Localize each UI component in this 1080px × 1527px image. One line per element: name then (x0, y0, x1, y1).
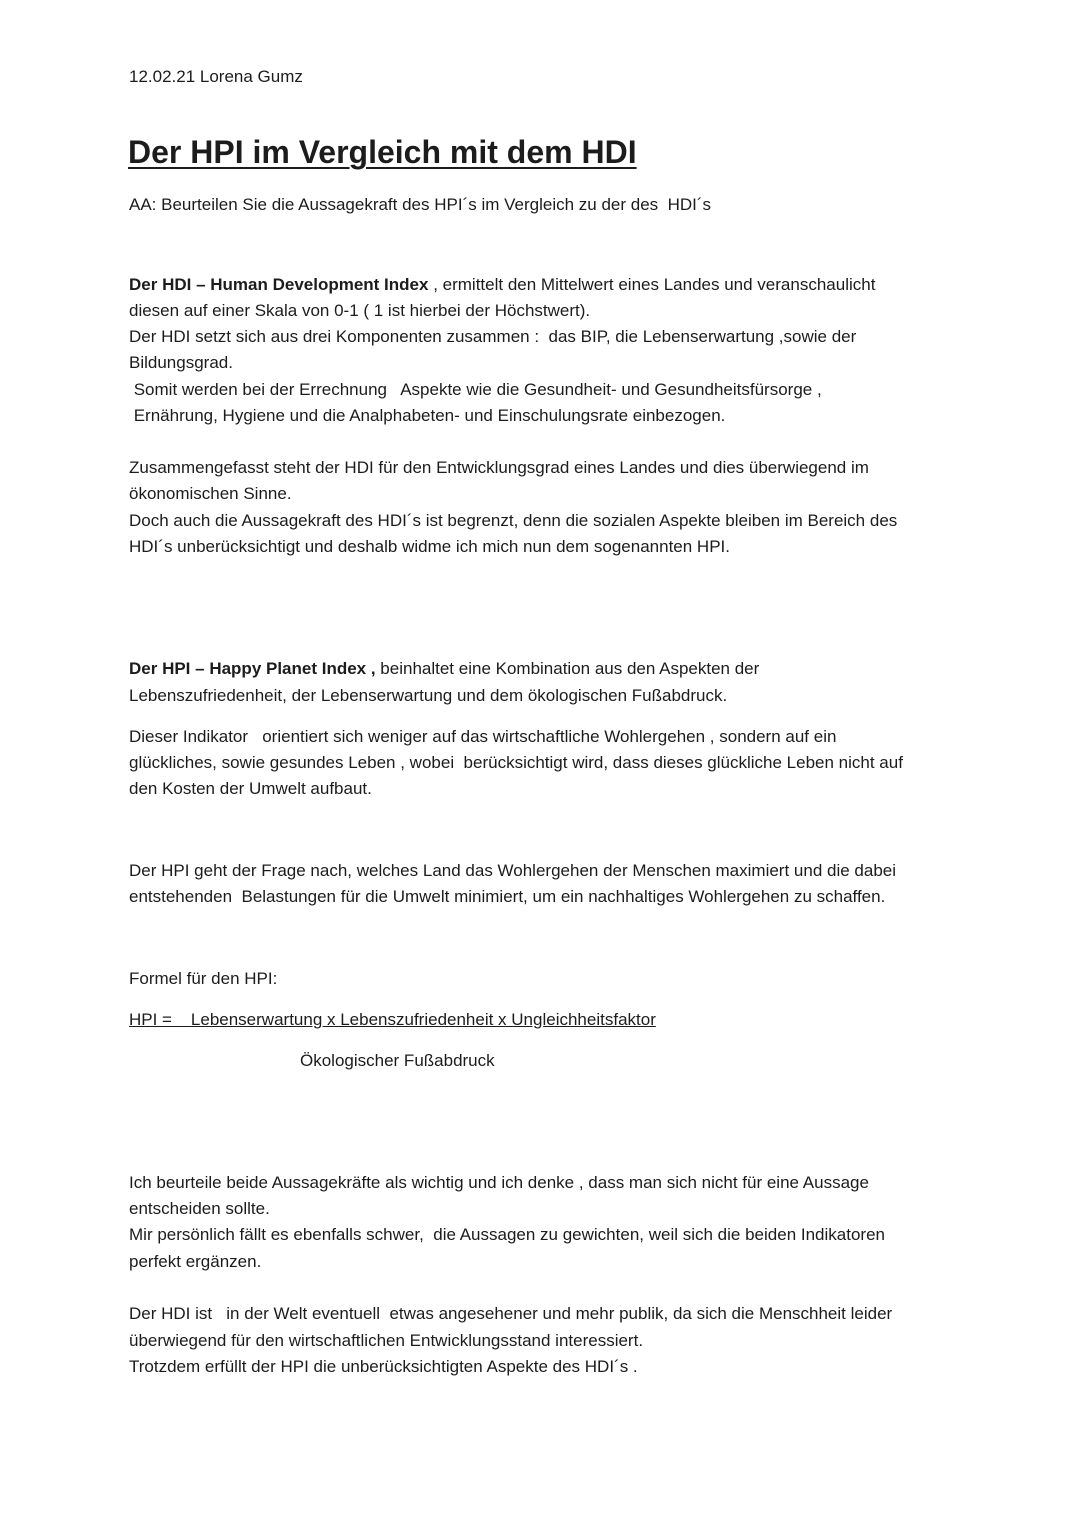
task-line: AA: Beurteilen Sie die Aussagekraft des HPI´s im Vergleich zu der des HDI´s (129, 195, 712, 214)
hdi-term-name: Human Development Index (210, 275, 429, 294)
summary-line-3: Doch auch die Aussagekraft des HDI´s ist begrenzt, denn die sozialen Aspekte bleiben im Bereich des (129, 511, 898, 530)
hpi-line-1-rest: beinhaltet eine Kombination aus den Aspekten der (375, 659, 760, 678)
hdi-term-prefix: Der HDI – (129, 275, 211, 294)
hpi-line-1 (129, 656, 759, 682)
hpi-question-line-1: Der HPI geht der Frage nach, welches Land das Wohlergehen der Menschen maximiert und die dabei (129, 861, 897, 880)
formula-numerator-line (129, 1007, 656, 1033)
date-author-line: 12.02.21 Lorena Gumz (129, 67, 303, 86)
hpi-term-prefix: Der HPI – (129, 659, 210, 678)
hdi-line-5: Somit werden bei der Errechnung Aspekte wie die Gesundheit- und Gesundheitsfürsorge , (129, 380, 822, 399)
hdi-line-3: Der HDI setzt sich aus drei Komponenten zusammen : das BIP, die Lebenserwartung ,sowie der (129, 327, 857, 346)
hpi-line-5: den Kosten der Umwelt aufbaut. (129, 779, 372, 798)
hpi-line-2: Lebenszufriedenheit, der Lebenserwartung und dem ökologischen Fußabdruck. (129, 686, 728, 705)
conclusion-line-4: perfekt ergänzen. (129, 1252, 262, 1271)
hdi-line-1-rest: , ermittelt den Mittelwert eines Landes und veranschaulicht (428, 275, 876, 294)
conclusion-line-5: Der HDI ist in der Welt eventuell etwas angesehener und mehr publik, da sich die Menschheit leider (129, 1304, 893, 1323)
hpi-line-3: Dieser Indikator orientiert sich weniger auf das wirtschaftliche Wohlergehen , sondern auf ein (129, 727, 837, 746)
formula-numerator: Lebenserwartung x Lebenszufriedenheit x Ungleichheitsfaktor (190, 1010, 656, 1029)
hdi-line-2: diesen auf einer Skala von 0-1 ( 1 ist hierbei der Höchstwert). (129, 301, 591, 320)
page-title: Der HPI im Vergleich mit dem HDI (128, 134, 637, 170)
hpi-question-line-2: entstehenden Belastungen für die Umwelt minimiert, um ein nachhaltiges Wohlergehen zu schaffen. (129, 887, 886, 906)
conclusion-line-2: entscheiden sollte. (129, 1199, 270, 1218)
conclusion-line-7: Trotzdem erfüllt der HPI die unberücksichtigten Aspekte des HDI´s . (129, 1357, 638, 1376)
summary-line-1: Zusammengefasst steht der HDI für den Entwicklungsgrad eines Landes und dies überwiegend im (129, 458, 869, 477)
conclusion-line-6: überwiegend für den wirtschaftlichen Entwicklungsstand interessiert. (129, 1331, 644, 1350)
hpi-line-4: glückliches, sowie gesundes Leben , wobei berücksichtigt wird, dass dieses glückliche Leben nicht auf (129, 753, 903, 772)
conclusion-line-3: Mir persönlich fällt es ebenfalls schwer, die Aussagen zu gewichten, weil sich die beiden Indikatoren (129, 1225, 885, 1244)
formula-lhs: HPI = (129, 1010, 172, 1029)
hpi-term-name: Happy Planet Index , (209, 659, 376, 678)
hdi-line-6: Ernährung, Hygiene und die Analphabeten- und Einschulungsrate einbezogen. (129, 406, 726, 425)
formula-intro: Formel für den HPI: (129, 969, 278, 988)
summary-line-2: ökonomischen Sinne. (129, 484, 292, 503)
summary-line-4: HDI´s unberücksichtigt und deshalb widme ich mich nun dem sogenannten HPI. (129, 537, 730, 556)
formula-denominator: Ökologischer Fußabdruck (300, 1051, 495, 1070)
conclusion-line-1: Ich beurteile beide Aussagekräfte als wichtig und ich denke , dass man sich nicht für eine Aussage (129, 1173, 869, 1192)
hdi-line-1 (129, 272, 875, 298)
hdi-line-4: Bildungsgrad. (129, 353, 233, 372)
